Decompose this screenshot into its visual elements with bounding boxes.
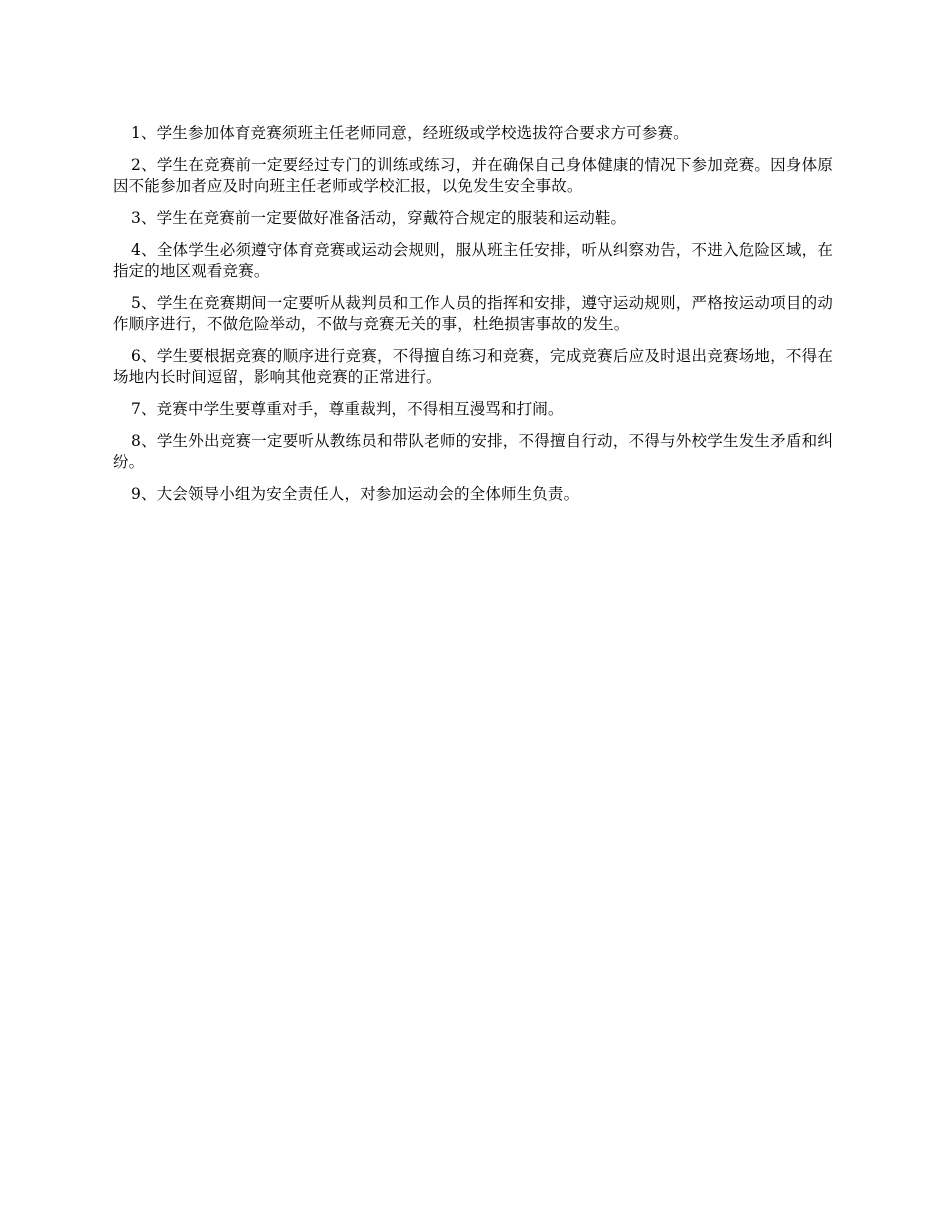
rule-paragraph-9: 9、大会领导小组为安全责任人，对参加运动会的全体师生负责。: [131, 485, 580, 503]
rule-paragraph-8: 8、学生外出竞赛一定要听从教练员和带队老师的安排，不得擅自行动，不得与外校学生发生矛盾和纠纷。: [113, 432, 833, 471]
rule-paragraph-7: 7、竞赛中学生要尊重对手，尊重裁判，不得相互漫骂和打闹。: [131, 400, 564, 418]
rule-paragraph-1: 1、学生参加体育竞赛须班主任老师同意，经班级或学校选拔符合要求方可参赛。: [131, 124, 689, 142]
rule-paragraph-6: 6、学生要根据竞赛的顺序进行竞赛，不得擅自练习和竞赛，完成竞赛后应及时退出竞赛场地，不得在场地内长时间逗留，影响其他竞赛的正常进行。: [113, 347, 833, 386]
document-body: [113, 123, 833, 516]
rule-paragraph-3: 3、学生在竞赛前一定要做好准备活动，穿戴符合规定的服装和运动鞋。: [131, 209, 627, 227]
rule-paragraph-2: 2、学生在竞赛前一定要经过专门的训练或练习，并在确保自己身体健康的情况下参加竞赛。因身体原因不能参加者应及时向班主任老师或学校汇报，以免发生安全事故。: [113, 156, 833, 195]
rule-paragraph-4: 4、全体学生必须遵守体育竞赛或运动会规则，服从班主任安排，听从纠察劝告，不进入危险区域，在指定的地区观看竞赛。: [113, 241, 833, 280]
rule-paragraph-5: 5、学生在竞赛期间一定要听从裁判员和工作人员的指挥和安排，遵守运动规则，严格按运动项目的动作顺序进行，不做危险举动，不做与竞赛无关的事，杜绝损害事故的发生。: [113, 294, 833, 333]
